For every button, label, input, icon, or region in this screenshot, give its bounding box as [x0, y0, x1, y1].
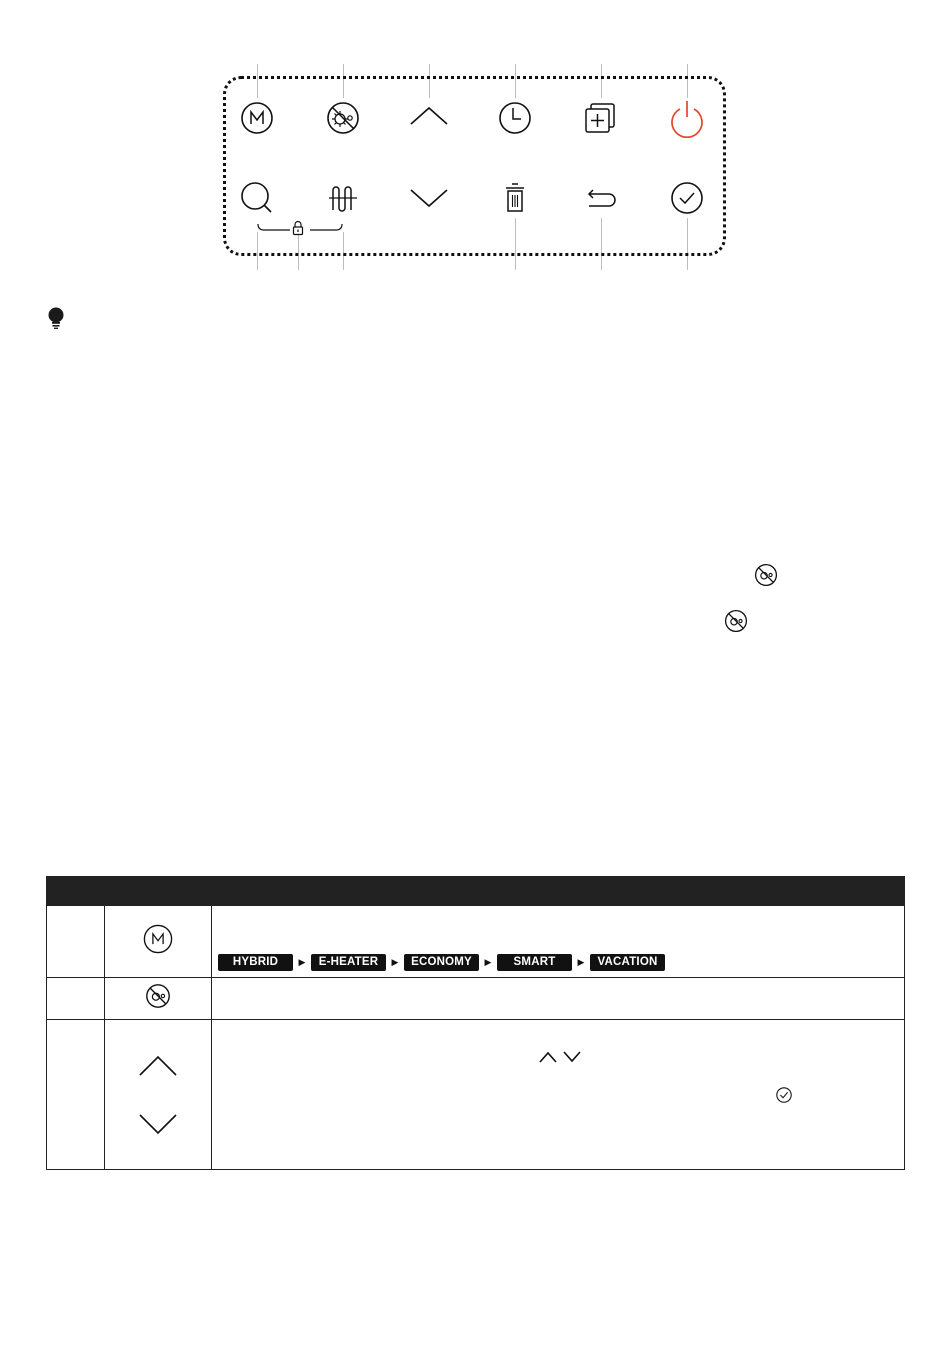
chevron-down-icon [138, 1109, 178, 1139]
down-button[interactable] [409, 178, 449, 218]
back-button[interactable] [581, 178, 621, 218]
mode-chip-economy: ECONOMY [404, 954, 479, 971]
return-arrow-icon [581, 178, 621, 218]
mode-m-icon [237, 98, 277, 138]
anti-bacteria-icon [723, 608, 749, 634]
arrow-right-icon: ▶ [298, 957, 306, 967]
table-row-up-down [47, 1020, 905, 1170]
anti-bacteria-icon [753, 562, 779, 588]
chevron-down-icon [562, 1050, 582, 1064]
timer-button[interactable] [495, 98, 535, 138]
check-circle-icon [667, 178, 707, 218]
table-row-mode [47, 906, 905, 978]
anti-bacteria-icon [323, 98, 363, 138]
mode-m-icon [141, 922, 175, 956]
add-button[interactable] [581, 98, 621, 138]
up-button[interactable] [409, 98, 449, 138]
table-header [47, 877, 905, 906]
check-circle-icon [775, 1086, 793, 1104]
table-row-anti-bacteria [47, 978, 905, 1020]
mode-button[interactable] [237, 98, 277, 138]
mode-chip-hybrid: HYBRID [218, 954, 293, 971]
chevron-up-icon [409, 98, 449, 138]
chevron-down-icon [409, 178, 449, 218]
heater-coil-icon [323, 178, 363, 218]
add-layers-icon [581, 98, 621, 138]
mode-chip-e-heater: E-HEATER [311, 954, 386, 971]
button-guide-table [46, 876, 905, 1170]
arrow-right-icon: ▶ [484, 957, 492, 967]
anti-bacteria-button[interactable] [323, 98, 363, 138]
lightbulb-icon [46, 306, 66, 330]
heater-button[interactable] [323, 178, 363, 218]
mode-chip-vacation: VACATION [590, 954, 665, 971]
mode-chip-smart: SMART [497, 954, 572, 971]
power-button[interactable] [667, 98, 707, 138]
lock-icon [291, 220, 305, 236]
trash-icon [495, 178, 535, 218]
search-icon [237, 178, 277, 218]
confirm-button[interactable] [667, 178, 707, 218]
delete-button[interactable] [495, 178, 535, 218]
power-icon [667, 98, 707, 138]
clock-icon [495, 98, 535, 138]
arrow-right-icon: ▶ [577, 957, 585, 967]
search-button[interactable] [237, 178, 277, 218]
mode-sequence [212, 954, 904, 971]
arrow-right-icon: ▶ [391, 957, 399, 967]
anti-bacteria-icon [144, 982, 172, 1010]
chevron-up-icon [538, 1050, 558, 1064]
chevron-up-icon [138, 1051, 178, 1081]
